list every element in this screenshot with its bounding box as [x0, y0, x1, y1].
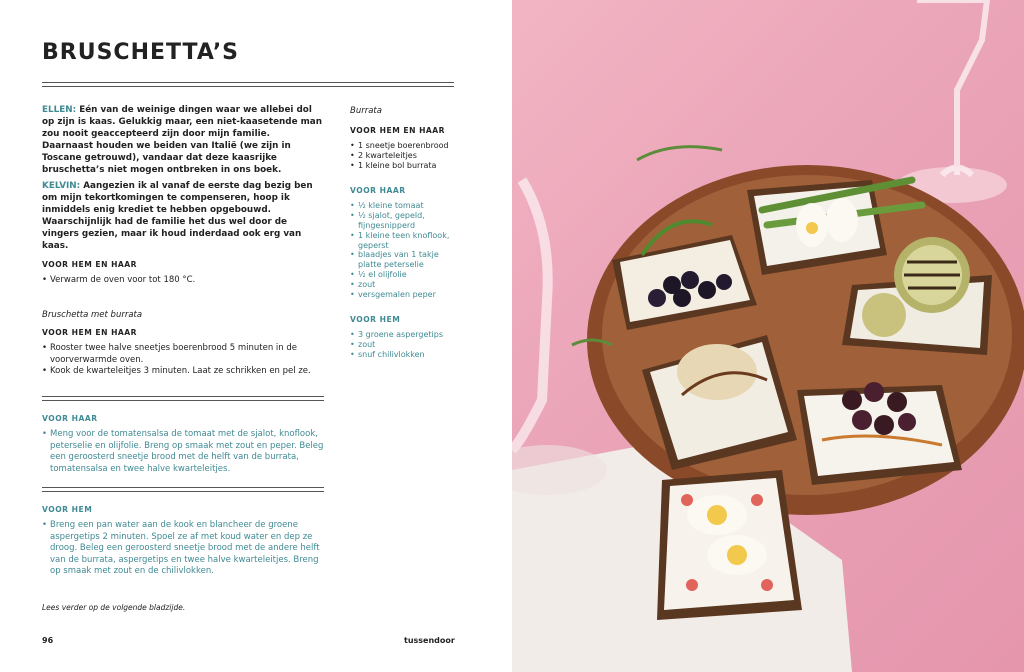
list-item: • 3 groene aspergetips: [350, 330, 460, 340]
title-divider: [42, 82, 454, 87]
list-item: • blaadjes van 1 takje platte peterselie: [350, 250, 460, 270]
section-divider: [42, 487, 324, 492]
ingredients-both-heading: VOOR HEM EN HAAR: [350, 126, 446, 135]
haar-steps: [42, 429, 324, 475]
list-item: • 1 kleine teen knoflook, geperst: [350, 231, 460, 251]
list-item: • Verwarm de oven voor tot 180 °C.: [42, 275, 324, 287]
ingredients-hem-heading: VOOR HEM: [350, 315, 401, 325]
intro-kelvin-text: Aangezien ik al vanaf de eerste dag bezig ben om mijn tekortkomingen te compenseren, hoop ik inmiddels enig krediet te hebben opgebouwd. Waarschijnlijk had de familie het dus wel door de vingers gezien, maar ik houd inderdaad ook erg van kaas.: [42, 181, 313, 251]
list-item: • Meng voor de tomatensalsa de tomaat met de sjalot, knoflook, peterselie en olijfolie. Breng op smaak met zout en peper. Beleg een geroosterd sneetje brood met de helft van de burrata, tomatensalsa en twee halve kwarteleitjes.: [42, 429, 324, 475]
list-item: • ½ sjalot, gepeld, fijngesnipperd: [350, 211, 460, 231]
champagne-glass-shape: [917, 0, 987, 175]
continue-note: Lees verder op de volgende bladzijde.: [42, 603, 186, 612]
prep-steps: [42, 275, 324, 287]
list-item: • ½ kleine tomaat: [350, 201, 460, 211]
list-item: • Breng een pan water aan de kook en blancheer de groene aspergetips 2 minuten. Spoel ze af met koud water en dep ze droog. Beleg een geroosterd sneetje brood met de andere helft van de burrata, aspergetips en twee halve kwarteleitjes. Breng op smaak met zout en de chilivlokken.: [42, 520, 324, 578]
intro-ellen-text: Eén van de weinige dingen waar we allebei dol op zijn is kaas. Gelukkig maar, een niet-kaasetende man zou nooit geaccepteerd zijn door mijn familie. Daarnaast houden we beiden van Italië (we zijn in Toscane getrouwd), vandaar dat deze kaasrijke bruschetta’s niet mogen ontbreken in ons boek.: [42, 105, 322, 175]
list-item: • 2 kwarteleitjes: [350, 151, 460, 161]
ingredients-haar-heading: VOOR HAAR: [350, 186, 406, 196]
list-item: • Kook de kwarteleitjes 3 minuten. Laat ze schrikken en pel ze.: [42, 366, 324, 378]
list-item: • 1 kleine bol burrata: [350, 161, 460, 171]
section-divider: [42, 396, 324, 401]
intro-paragraph-kelvin: [42, 180, 324, 252]
prep-heading: VOOR HEM EN HAAR: [42, 260, 138, 269]
list-item: • 1 sneetje boerenbrood: [350, 141, 460, 151]
hem-steps: [42, 520, 324, 578]
prep-section: [42, 260, 324, 287]
list-item: • snuf chilivlokken: [350, 350, 460, 360]
recipe-subtitle: Bruschetta met burrata: [42, 310, 143, 320]
intro-paragraph-ellen: [42, 104, 324, 176]
list-item: • zout: [350, 280, 460, 290]
food-photo-page: [512, 0, 1024, 672]
recipe-heading: VOOR HEM EN HAAR: [42, 328, 138, 337]
haar-section: [42, 414, 324, 475]
bruschetta-olives: [797, 382, 962, 485]
list-item: • zout: [350, 340, 460, 350]
hem-heading: VOOR HEM: [42, 505, 93, 514]
food-photo: [512, 0, 1024, 672]
list-item: • Rooster twee halve sneetjes boerenbrood 5 minuten in de voorverwarmde oven.: [42, 343, 324, 366]
speaker-kelvin: KELVIN:: [42, 181, 81, 191]
page-title: BRUSCHETTA’S: [42, 40, 240, 65]
herb-sprig-shape: [637, 147, 722, 160]
page-number: 96: [42, 636, 54, 645]
list-item: • ½ el olijfolie: [350, 270, 460, 280]
speaker-ellen: ELLEN:: [42, 105, 77, 115]
section-name: tussendoor: [404, 636, 455, 645]
hem-section: [42, 505, 324, 578]
haar-heading: VOOR HAAR: [42, 414, 98, 423]
ingredients-haar-list: [350, 201, 460, 299]
ingredients-both-list: [350, 141, 460, 170]
ingredients-subtitle: Burrata: [350, 106, 382, 116]
ingredients-hem-list: [350, 330, 460, 359]
list-item: • versgemalen peper: [350, 290, 460, 300]
recipe-section: [42, 310, 324, 378]
champagne-glass-left-shape: [512, 180, 548, 450]
bruschetta-tomato-egg: [657, 470, 802, 620]
recipe-steps: [42, 343, 324, 378]
intro-text: [42, 104, 324, 256]
ingredients-column: [350, 106, 460, 360]
